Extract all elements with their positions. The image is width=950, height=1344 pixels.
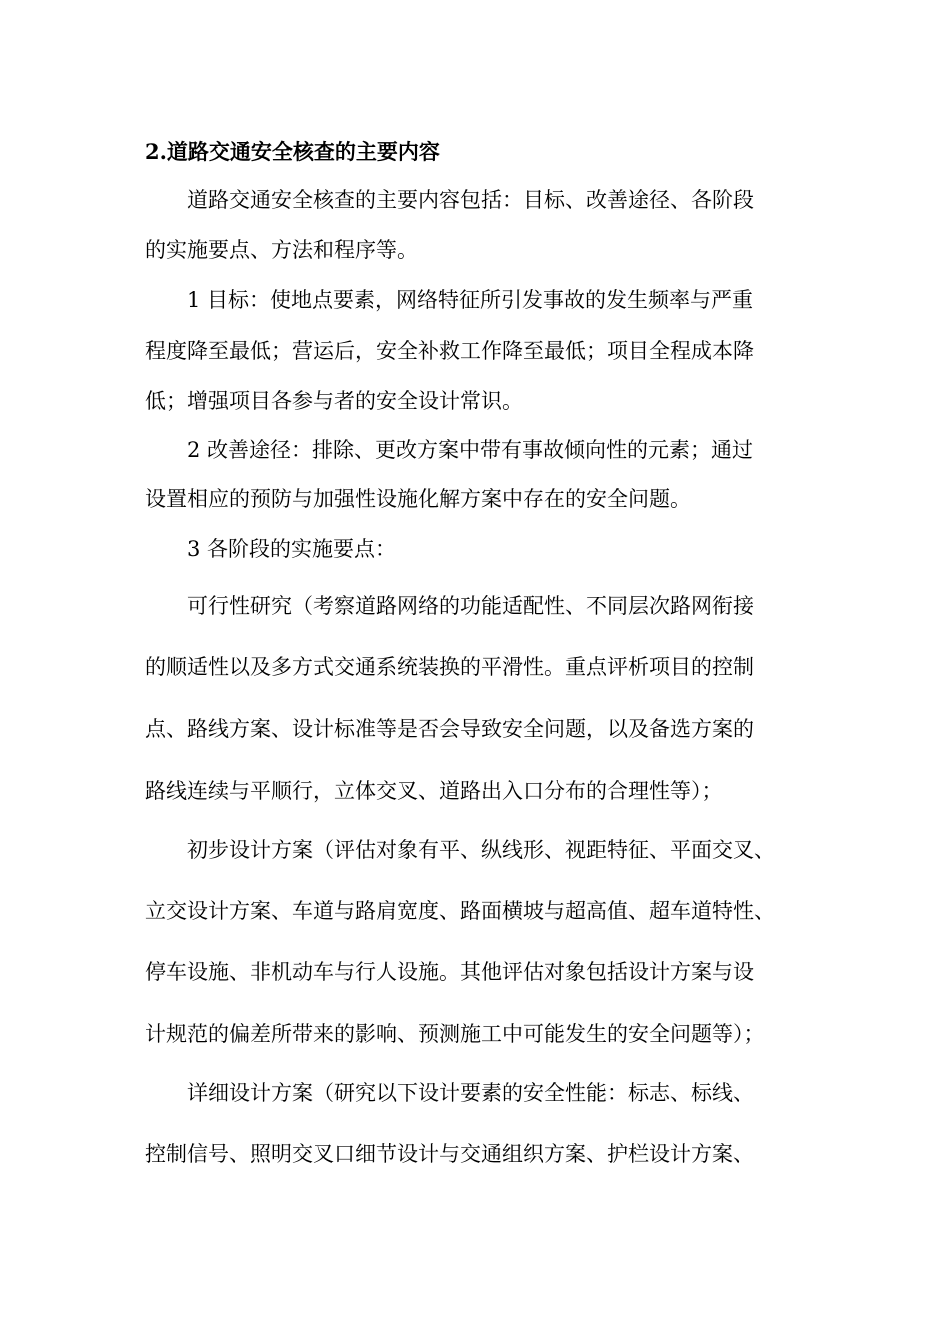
paragraph-line: 的顺适性以及多方式交通系统装换的平滑性。重点评析项目的控制 <box>145 655 754 679</box>
paragraph-line: 立交设计方案、车道与路肩宽度、路面横坡与超高值、超车道特性、 <box>145 899 775 923</box>
paragraph-line: 的实施要点、方法和程序等。 <box>145 238 418 262</box>
paragraph-line: 初步设计方案（评估对象有平、纵线形、视距特征、平面交叉、 <box>187 838 775 862</box>
paragraph-line: 低；增强项目各参与者的安全设计常识。 <box>145 389 523 413</box>
paragraph-line: 设置相应的预防与加强性设施化解方案中存在的安全问题。 <box>145 487 691 511</box>
paragraph-line: 停车设施、非机动车与行人设施。其他评估对象包括设计方案与设 <box>145 960 754 984</box>
section-heading: 2.道路交通安全核查的主要内容 <box>145 139 440 164</box>
paragraph-line: 控制信号、照明交叉口细节设计与交通组织方案、护栏设计方案、 <box>145 1142 754 1166</box>
paragraph-line: 2 改善途径：排除、更改方案中带有事故倾向性的元素；通过 <box>187 438 754 462</box>
paragraph-line: 路线连续与平顺行，立体交叉、道路出入口分布的合理性等）； <box>145 779 723 803</box>
paragraph-line: 详细设计方案（研究以下设计要素的安全性能：标志、标线、 <box>187 1081 754 1105</box>
paragraph-line: 3 各阶段的实施要点： <box>187 537 397 561</box>
paragraph-line: 道路交通安全核查的主要内容包括：目标、改善途径、各阶段 <box>187 188 754 212</box>
paragraph-line: 程度降至最低；营运后，安全补救工作降至最低；项目全程成本降 <box>145 339 754 363</box>
paragraph-line: 点、路线方案、设计标准等是否会导致安全问题，以及备选方案的 <box>145 717 754 741</box>
paragraph-line: 1 目标：使地点要素，网络特征所引发事故的发生频率与严重 <box>187 288 754 312</box>
paragraph-line: 计规范的偏差所带来的影响、预测施工中可能发生的安全问题等）； <box>145 1022 765 1046</box>
paragraph-line: 可行性研究（考察道路网络的功能适配性、不同层次路网衔接 <box>187 594 754 618</box>
